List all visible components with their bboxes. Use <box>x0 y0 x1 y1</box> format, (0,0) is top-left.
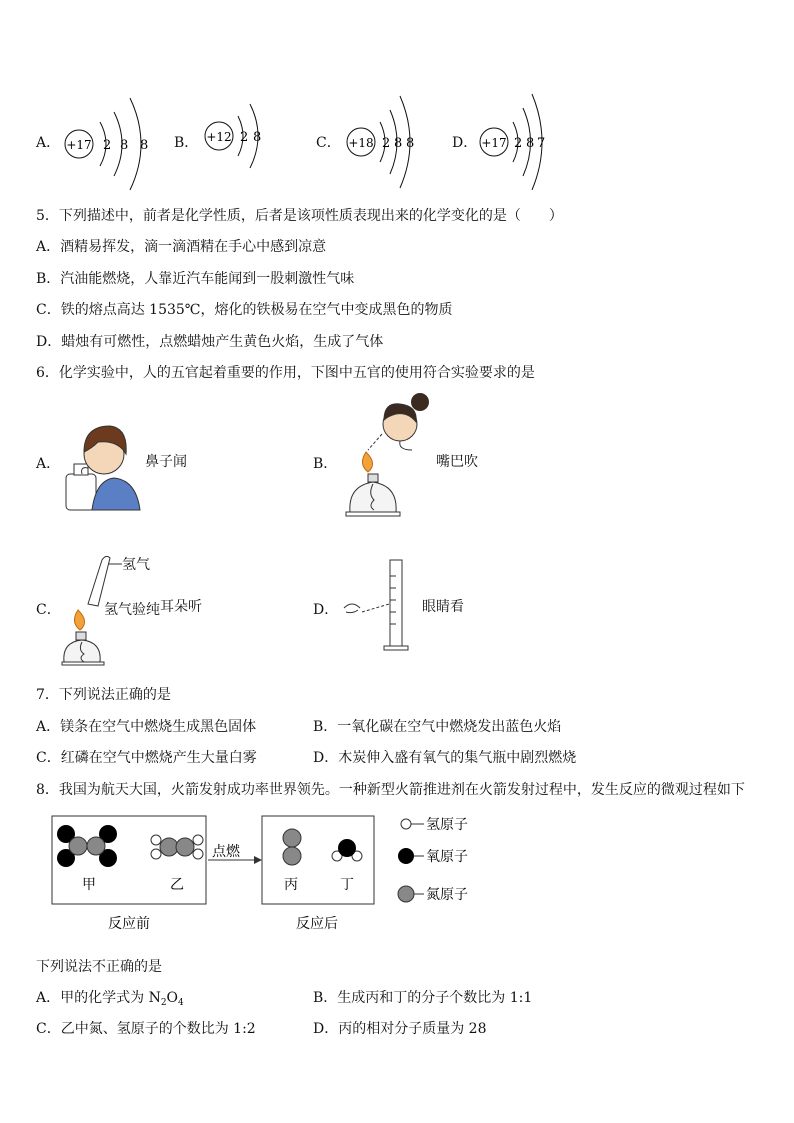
atom-a-shell-1: 2 <box>103 138 112 153</box>
q7-option-b: B．一氧化碳在空气中燃烧发出蓝色火焰 <box>313 719 562 735</box>
q6-option-a-letter: A． <box>36 456 61 472</box>
legend <box>398 817 468 903</box>
q4-option-d-letter: D． <box>452 135 478 151</box>
q6-option-b-caption: 嘴巴吹 <box>436 454 478 470</box>
atom-a-shell-2: 8 <box>120 138 129 153</box>
q4-option-a-letter: A． <box>36 135 61 151</box>
q6-option-a-caption: 鼻子闻 <box>145 454 187 470</box>
q8-option-b: B．生成丙和丁的分子个数比为 1:1 <box>313 990 533 1006</box>
atom-diagram-a <box>62 92 162 192</box>
q6-option-c-letter: C． <box>36 602 61 618</box>
q7-option-d: D．木炭伸入盛有氧气的集气瓶中剧烈燃烧 <box>313 750 577 766</box>
atom-c-shell-2: 8 <box>394 136 403 151</box>
atom-d-shell-3: 7 <box>537 136 546 151</box>
q6-option-d-letter: D． <box>313 602 339 618</box>
label-ding: 丁 <box>340 877 354 893</box>
legend-nitrogen: 氮原子 <box>426 887 468 903</box>
q5-stem: 5．下列描述中，前者是化学性质，后者是该项性质表现出来的化学变化的是（ ） <box>36 208 563 224</box>
blowing-girl-illustration <box>338 388 438 526</box>
q8-option-a: A．甲的化学式为 $N_2O_4$ <box>36 990 184 1008</box>
q7-stem: 7．下列说法正确的是 <box>36 687 171 703</box>
before-caption: 反应前 <box>108 916 150 932</box>
atom-a-nucleus: +17 <box>66 138 92 152</box>
reading-cylinder-illustration <box>340 556 420 656</box>
q6-option-c-gas-label: 氢气 <box>122 557 150 573</box>
q5-option-c: C．铁的熔点高达 1535℃，熔化的铁极易在空气中变成黑色的物质 <box>36 302 453 318</box>
atom-c-shell-3: 8 <box>406 136 415 151</box>
atom-d-shell-1: 2 <box>514 136 523 151</box>
q8-option-c: C．乙中氮、氢原子的个数比为 1:2 <box>36 1021 256 1037</box>
arrow-label: 点燃 <box>212 844 240 860</box>
label-yi: 乙 <box>170 877 184 893</box>
smelling-boy-illustration <box>62 418 144 512</box>
q8-stem: 8．我国为航天大国，火箭发射成功率世界领先。一种新型火箭推进剂在火箭发射过程中，发生反应的微观过程如下 <box>36 782 745 798</box>
q5-option-a: A．酒精易挥发，滴一滴酒精在手心中感到凉意 <box>36 239 327 255</box>
atom-b-shell-1: 2 <box>240 130 249 145</box>
atom-d-nucleus: +17 <box>481 136 507 150</box>
q6-option-c-caption: 耳朵听 <box>160 599 202 615</box>
atom-b-shell-2: 8 <box>253 130 262 145</box>
atom-a-shell-3: 8 <box>140 138 149 153</box>
q4-option-b-letter: B． <box>174 135 199 151</box>
q4-option-c-letter: C． <box>316 135 341 151</box>
atom-c-nucleus: +18 <box>348 136 374 150</box>
atom-d-shell-2: 8 <box>526 136 535 151</box>
q6-option-b-letter: B． <box>313 456 338 472</box>
label-jia: 甲 <box>82 877 96 893</box>
atom-diagram-b <box>202 100 272 180</box>
q6-option-d-caption: 眼睛看 <box>422 599 464 615</box>
after-caption: 反应后 <box>296 916 338 932</box>
legend-hydrogen: 氢原子 <box>426 817 468 833</box>
atom-diagram-c <box>344 92 424 192</box>
label-bing: 丙 <box>284 877 298 893</box>
q5-option-b: B．汽油能燃烧，人靠近汽车能闻到一股刺激性气味 <box>36 271 355 287</box>
atom-b-nucleus: +12 <box>206 130 232 144</box>
q8-option-d: D．丙的相对分子质量为 28 <box>313 1021 487 1037</box>
q7-option-c: C．红磷在空气中燃烧产生大量白雾 <box>36 750 257 766</box>
legend-oxygen: 氧原子 <box>426 849 468 865</box>
q7-option-a: A．镁条在空气中燃烧生成黑色固体 <box>36 719 257 735</box>
atom-c-shell-1: 2 <box>382 136 391 151</box>
q8-sub-stem: 下列说法不正确的是 <box>36 959 162 975</box>
q5-option-d: D．蜡烛有可燃性，点燃蜡烛产生黄色火焰，生成了气体 <box>36 334 384 350</box>
q6-option-c-test-label: 氢气验纯 <box>104 602 160 618</box>
q6-stem: 6．化学实验中，人的五官起着重要的作用，下图中五官的使用符合实验要求的是 <box>36 365 535 381</box>
reaction-diagram <box>48 810 488 936</box>
atom-diagram-d <box>478 90 558 190</box>
